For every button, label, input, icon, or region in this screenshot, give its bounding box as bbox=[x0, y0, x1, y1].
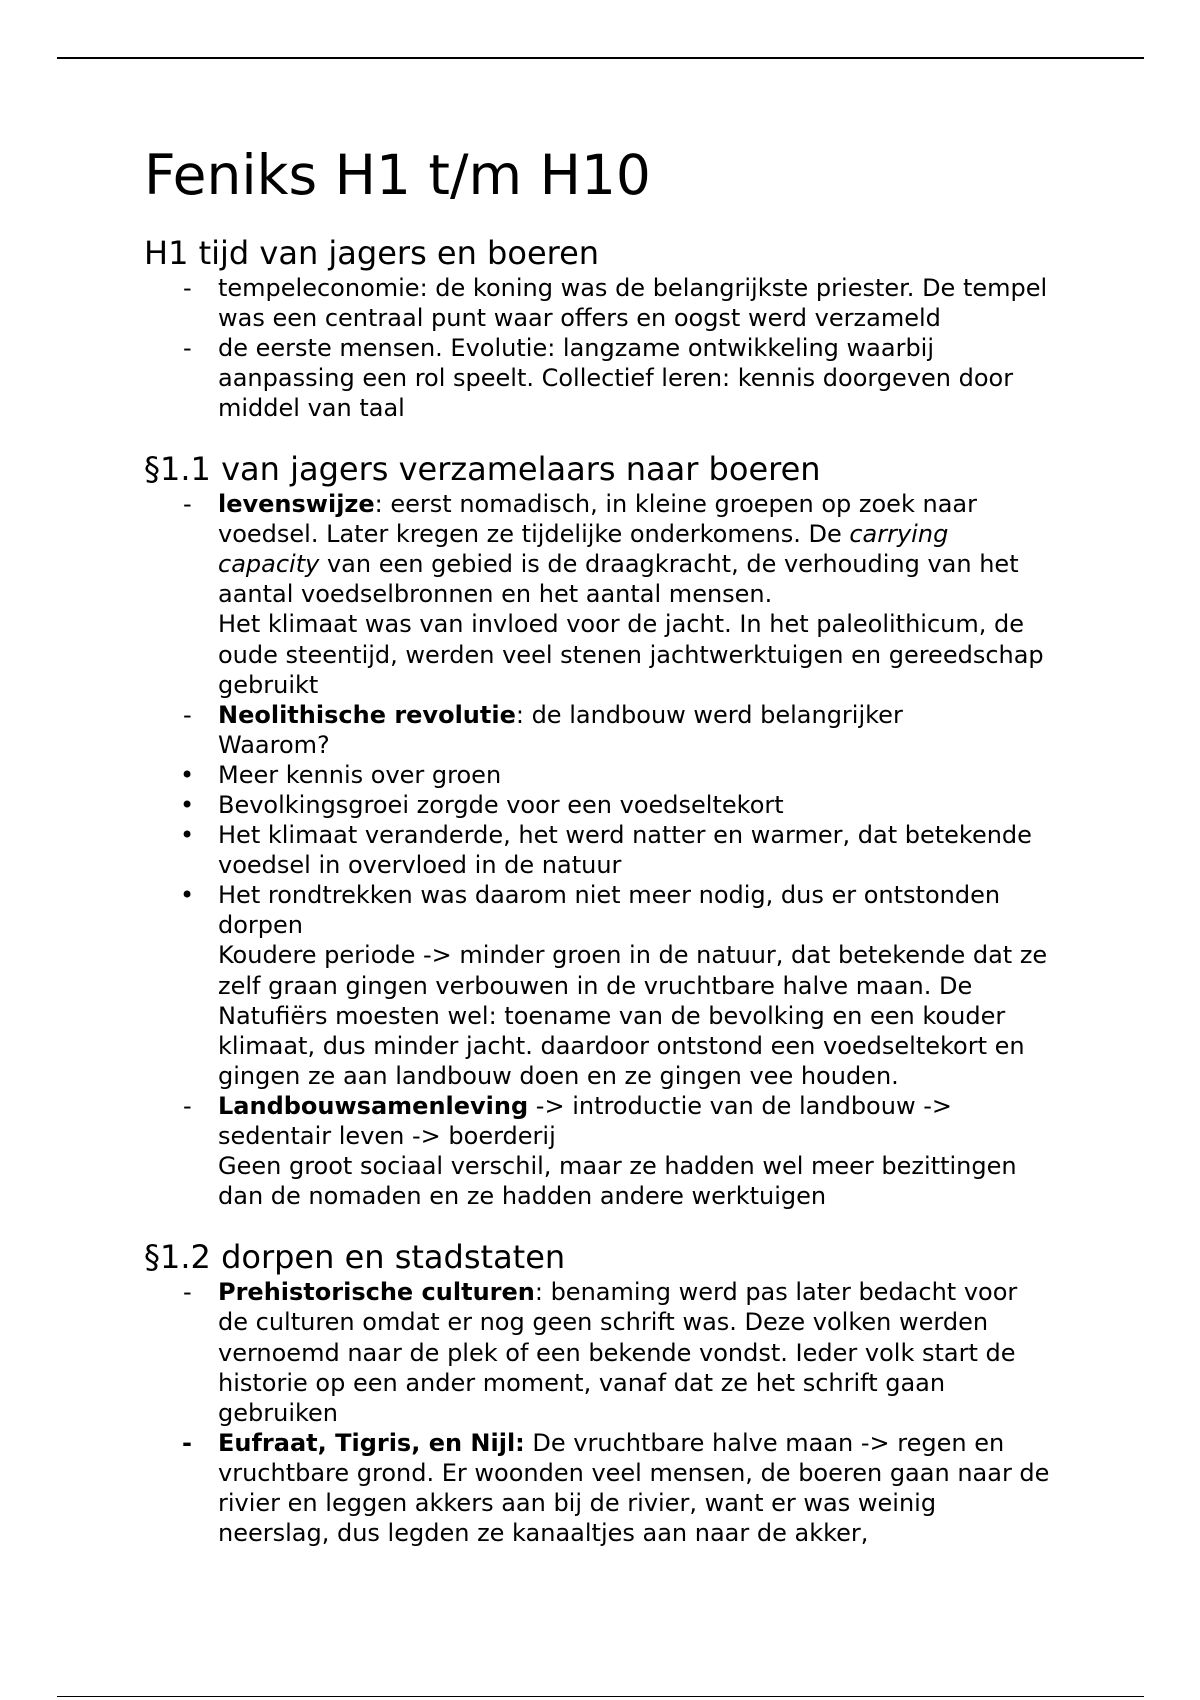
item-list bbox=[144, 489, 1144, 1211]
dash-marker: - bbox=[183, 700, 192, 729]
bullet-marker: • bbox=[180, 760, 195, 789]
line-text: gingen ze aan landbouw doen en ze gingen vee houden. bbox=[218, 1061, 899, 1090]
section-heading: §1.1 van jagers verzamelaars naar boeren bbox=[144, 450, 821, 489]
bullet-marker: • bbox=[180, 791, 195, 819]
line-text: neerslag, dus legden ze kanaaltjes aan naar de akker, bbox=[218, 1519, 869, 1548]
line-text: : eerst nomadisch, in kleine groepen op zoek naar bbox=[374, 490, 977, 519]
dash-marker: - bbox=[183, 490, 192, 519]
term-bold: Neolithische revolutie bbox=[218, 700, 516, 729]
line bbox=[218, 1277, 1144, 1307]
line-text: tempeleconomie: de koning was de belangrijkste priester. De tempel bbox=[218, 273, 1048, 302]
line-text: historie op een ander moment, vanaf dat ze het schrift gaan bbox=[218, 1368, 946, 1397]
line-text: de culturen omdat er nog geen schrift was. Deze volken werden bbox=[218, 1308, 989, 1337]
page-title: Feniks H1 t/m H10 bbox=[144, 143, 651, 207]
list-item bbox=[180, 820, 1144, 880]
line bbox=[218, 1428, 1144, 1458]
term-bold: Landbouwsamenleving bbox=[218, 1091, 529, 1120]
line-text: -> introductie van de landbouw -> bbox=[528, 1091, 952, 1120]
line-text: Meer kennis over groen bbox=[218, 760, 502, 789]
bullet-marker: • bbox=[180, 821, 195, 850]
line-text: Het klimaat was van invloed voor de jacht. In het paleolithicum, de bbox=[218, 610, 1025, 639]
section-heading: §1.2 dorpen en stadstaten bbox=[144, 1238, 566, 1277]
line-text: dan de nomaden en ze hadden andere werktuigen bbox=[218, 1182, 827, 1211]
line bbox=[218, 1091, 1144, 1121]
line-text: klimaat, dus minder jacht. daardoor ontstond een voedseltekort en bbox=[218, 1031, 1025, 1060]
line bbox=[218, 519, 1144, 549]
emphasis-italic: carrying bbox=[849, 520, 949, 549]
term-bold: Prehistorische culturen bbox=[218, 1278, 535, 1307]
list-item bbox=[180, 790, 1144, 820]
list-item bbox=[183, 273, 1144, 333]
list-item bbox=[183, 1091, 1144, 1211]
line-text: middel van taal bbox=[218, 393, 405, 422]
line-text: dorpen bbox=[218, 911, 303, 940]
line-text: vernoemd naar de plek of een bekende vondst. Ieder volk start de bbox=[218, 1338, 1016, 1367]
line bbox=[218, 489, 1144, 519]
emphasis-italic: capacity bbox=[218, 550, 320, 579]
line-text: aantal voedselbronnen en het aantal mensen. bbox=[218, 580, 773, 609]
line bbox=[218, 549, 1144, 579]
line-text: gebruikt bbox=[218, 670, 319, 699]
top-rule bbox=[57, 57, 1144, 59]
document-body bbox=[144, 141, 1144, 1548]
line-text: rivier en leggen akkers aan bij de rivier, want er was weinig bbox=[218, 1488, 937, 1517]
bottom-rule bbox=[57, 1696, 1144, 1698]
line-text: Koudere periode -> minder groen in de natuur, dat betekende dat ze bbox=[218, 941, 1048, 970]
line-text: zelf graan gingen verbouwen in de vruchtbare halve maan. De bbox=[218, 971, 973, 1000]
line-text: sedentair leven -> boerderij bbox=[218, 1122, 556, 1151]
term-bold: Eufraat, Tigris, en Nijl: bbox=[218, 1428, 525, 1457]
line-text: aanpassing een rol speelt. Collectief leren: kennis doorgeven door bbox=[218, 363, 1014, 392]
dash-marker: - bbox=[183, 333, 192, 362]
list-item bbox=[182, 1428, 1144, 1548]
line-text: van een gebied is de draagkracht, de verhouding van het bbox=[319, 550, 1019, 579]
section-1-1 bbox=[144, 449, 1144, 1211]
line-text: : de landbouw werd belangrijker bbox=[515, 700, 903, 729]
list-item bbox=[183, 1277, 1144, 1427]
line-text: oude steentijd, werden veel stenen jachtwerktuigen en gereedschap bbox=[218, 640, 1044, 669]
line-text: voedsel. Later kregen ze tijdelijke onderkomens. De bbox=[218, 520, 850, 549]
section-h1 bbox=[144, 233, 1144, 423]
term-bold: levenswijze bbox=[218, 490, 375, 519]
line-text: Waarom? bbox=[218, 730, 330, 759]
line bbox=[218, 700, 1144, 730]
section-heading: H1 tijd van jagers en boeren bbox=[144, 233, 600, 272]
dash-marker: - bbox=[183, 273, 192, 302]
line-text: Het klimaat veranderde, het werd natter en warmer, dat betekende bbox=[218, 821, 1032, 850]
line-text: gebruiken bbox=[218, 1398, 338, 1427]
line-text: voedsel in overvloed in de natuur bbox=[218, 851, 622, 880]
item-list bbox=[144, 273, 1144, 423]
list-item bbox=[180, 880, 1144, 1091]
list-item bbox=[183, 489, 1144, 700]
line-text: Het rondtrekken was daarom niet meer nodig, dus er ontstonden bbox=[218, 881, 1001, 910]
dash-marker: - bbox=[182, 1428, 192, 1457]
bullet-marker: • bbox=[180, 881, 195, 910]
line-text: Bevolkingsgroei zorgde voor een voedseltekort bbox=[218, 791, 784, 819]
line-text: De vruchtbare halve maan -> regen en bbox=[524, 1428, 1005, 1457]
section-1-2 bbox=[144, 1237, 1144, 1548]
item-list bbox=[144, 1277, 1144, 1548]
line-text: Geen groot sociaal verschil, maar ze hadden wel meer bezittingen bbox=[218, 1152, 1017, 1181]
list-item bbox=[180, 760, 1144, 790]
line-text: de eerste mensen. Evolutie: langzame ontwikkeling waarbij bbox=[218, 333, 935, 362]
dash-marker: - bbox=[183, 1091, 192, 1120]
line-text: : benaming werd pas later bedacht voor bbox=[534, 1278, 1018, 1307]
list-item bbox=[183, 333, 1144, 423]
list-item bbox=[183, 700, 1144, 760]
line-text: was een centraal punt waar offers en oogst werd verzameld bbox=[218, 303, 941, 332]
line-text: vruchtbare grond. Er woonden veel mensen, de boeren gaan naar de bbox=[218, 1458, 1050, 1487]
dash-marker: - bbox=[183, 1278, 192, 1307]
line-text: Natufiërs moesten wel: toename van de bevolking en een kouder bbox=[218, 1001, 1006, 1030]
